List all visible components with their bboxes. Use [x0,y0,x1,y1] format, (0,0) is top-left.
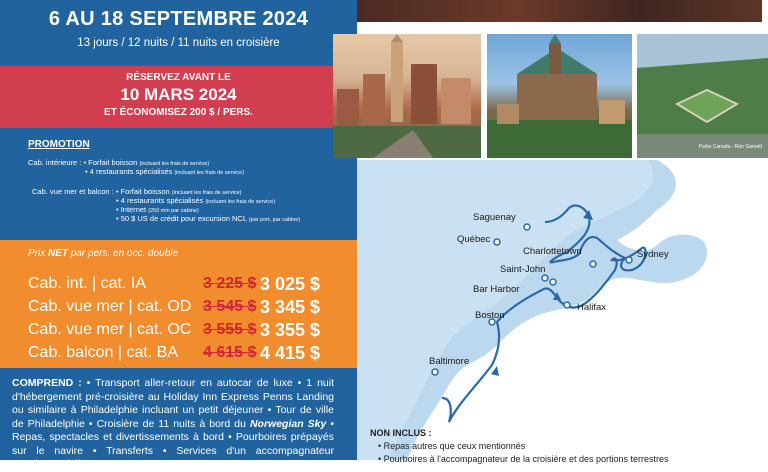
promo-balcony-line4 [116,214,300,225]
promo-interior-item: • Forfait boisson [83,158,138,167]
promotion-title: PROMOTION [28,139,90,150]
promo-balcony-label: Cab. vue mer et balcon : [32,187,114,196]
new-price: 3 025 $ [260,274,321,294]
early-booking-banner [0,66,357,128]
price-row [0,320,357,342]
cabin-category: Cab. vue mer | cat. OC [28,321,192,338]
includes-body-2: • Repas, spectacles et divertissements à bord • Pourboires prépayés sur le navire • Transferts • Services d'un accompagnateur Gendroncroisières • Taxes [12,417,335,470]
photo-quebec [487,34,632,158]
port-label: Charlottetown [523,246,582,257]
port-label: Boston [475,310,505,321]
new-price: 4 415 $ [260,343,321,363]
port-label: Saint-John [500,264,546,275]
info-panel [0,0,357,470]
ship-name: Norwegian Sky [249,417,327,430]
port-label: Bar Harbor [473,284,520,295]
port-label: Baltimore [429,356,470,367]
price-row [0,297,357,319]
price-table [0,240,357,368]
not-included-title: NON INCLUS : [370,428,432,438]
promo-balcony-item: • Internet [116,205,147,214]
cabin-category: Cab. int. | cat. IA [28,275,146,292]
port-label: Halifax [577,302,607,313]
old-price: 3 555 $ [203,321,257,338]
includes-body-1: • Transport aller-retour en autocar de luxe • 1 nuit d'hébergement pré-croisière au Holiday Inn Express Penns Landing ou similaire à Philadelphie incluant un petit déjeuner • Tour de ville de Philadelphie • Croisière de 11 nuits à bord du [12,377,335,430]
price-row [0,274,357,296]
promo-balcony-item: • Forfait boisson [115,187,170,196]
promo-note: (incluant les frais de service) [139,161,210,167]
reserve-deadline: 10 MARS 2024 [120,85,237,104]
photo-boston [333,34,481,158]
port-label: Saguenay [473,212,516,223]
new-price: 3 355 $ [260,320,321,340]
price-note-net: NET [48,248,68,259]
port-label: Québec [457,234,491,245]
new-price: 3 345 $ [260,297,321,317]
promo-interior-label: Cab. intérieure : [28,158,82,167]
photo-credit: Parks Canada - Ron Garnett [698,144,762,150]
old-price: 3 545 $ [203,298,257,315]
includes-title: COMPREND : [12,377,82,389]
promo-note: (incluant les frais de service) [171,190,242,196]
header-photo-strip [357,0,762,22]
cabin-category: Cab. vue mer | cat. OD [28,298,192,315]
promo-note: (par port, par cabine) [248,217,301,223]
savings-text: ET ÉCONOMISEZ 200 $ / PERS. [104,107,253,118]
price-note [28,248,178,259]
trip-dates: 6 AU 18 SEPTEMBRE 2024 [48,8,309,30]
promo-note: (incluant les frais de service) [205,199,276,205]
trip-duration: 13 jours / 12 nuits / 11 nuits en croisière [77,37,280,49]
promo-interior-line2 [85,167,244,178]
reserve-before-label: RÉSERVEZ AVANT LE [126,72,231,83]
photo-halifax [637,34,768,158]
price-row [0,343,357,365]
not-included-item: • Pourboires à l'accompagnateur de la croisière et des portions terrestres [378,454,669,464]
includes-text [12,377,334,472]
promo-interior-item: • 4 restaurants spécialisés [85,167,173,176]
promo-balcony-item: • 50 $ US de crédit pour excursion NCL [116,214,247,223]
old-price: 3 225 $ [203,275,257,292]
promo-note: (250 min par cabine) [148,208,199,214]
promo-note: (incluant les frais de service) [174,170,245,176]
port-label: Sydney [637,249,669,260]
promo-balcony-item: • 4 restaurants spécialisés [116,196,204,205]
price-note-suffix: par pers. en occ. double [68,248,179,259]
price-note-prefix: Prix [28,248,48,259]
cabin-category: Cab. balcon | cat. BA [28,344,179,361]
cruise-route-map [357,160,768,460]
old-price: 4 615 $ [203,344,257,361]
not-included-item: • Repas autres que ceux mentionnés [378,441,526,451]
